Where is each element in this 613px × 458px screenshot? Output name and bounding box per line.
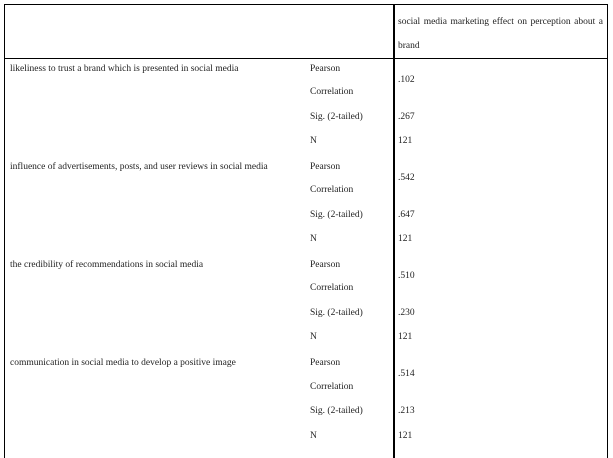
n-value: 121: [398, 332, 413, 342]
correlation-label: Correlation: [310, 283, 354, 293]
header-bottom-border: [4, 58, 608, 59]
sig-label: Sig. (2-tailed): [310, 112, 363, 122]
correlation-label: Correlation: [310, 185, 354, 195]
pearson-label: Pearson: [310, 358, 341, 368]
pearson-value: .510: [398, 271, 415, 281]
n-value: 121: [398, 234, 413, 244]
correlation-label: Correlation: [310, 382, 354, 392]
variable-label: the credibility of recommendations in social media: [10, 260, 204, 270]
sig-label: Sig. (2-tailed): [310, 210, 363, 220]
n-label: N: [310, 234, 317, 244]
pearson-label: Pearson: [310, 260, 341, 270]
variable-label: influence of advertisements, posts, and user reviews in social media: [10, 162, 268, 172]
correlation-label: Correlation: [310, 87, 354, 97]
sig-label: Sig. (2-tailed): [310, 308, 363, 318]
n-label: N: [310, 431, 317, 441]
table-top-border: [4, 4, 608, 5]
sig-value: .647: [398, 210, 415, 220]
table-left-border: [4, 4, 5, 458]
n-value: 121: [398, 431, 413, 441]
pearson-label: Pearson: [310, 64, 341, 74]
column-header: social media marketing effect on perception about a brand: [398, 17, 603, 51]
value-column-divider: [393, 4, 395, 458]
pearson-value: .542: [398, 173, 415, 183]
variable-label: likeliness to trust a brand which is presented in social media: [10, 64, 239, 74]
sig-label: Sig. (2-tailed): [310, 406, 363, 416]
sig-value: .230: [398, 308, 415, 318]
n-value: 121: [398, 136, 413, 146]
sig-value: .213: [398, 406, 415, 416]
n-label: N: [310, 332, 317, 342]
pearson-label: Pearson: [310, 162, 341, 172]
table-right-border: [607, 4, 608, 458]
sig-value: .267: [398, 112, 415, 122]
n-label: N: [310, 136, 317, 146]
variable-label: communication in social media to develop a positive image: [10, 358, 236, 368]
pearson-value: .102: [398, 75, 415, 85]
pearson-value: .514: [398, 369, 415, 379]
correlation-table: [4, 4, 608, 458]
